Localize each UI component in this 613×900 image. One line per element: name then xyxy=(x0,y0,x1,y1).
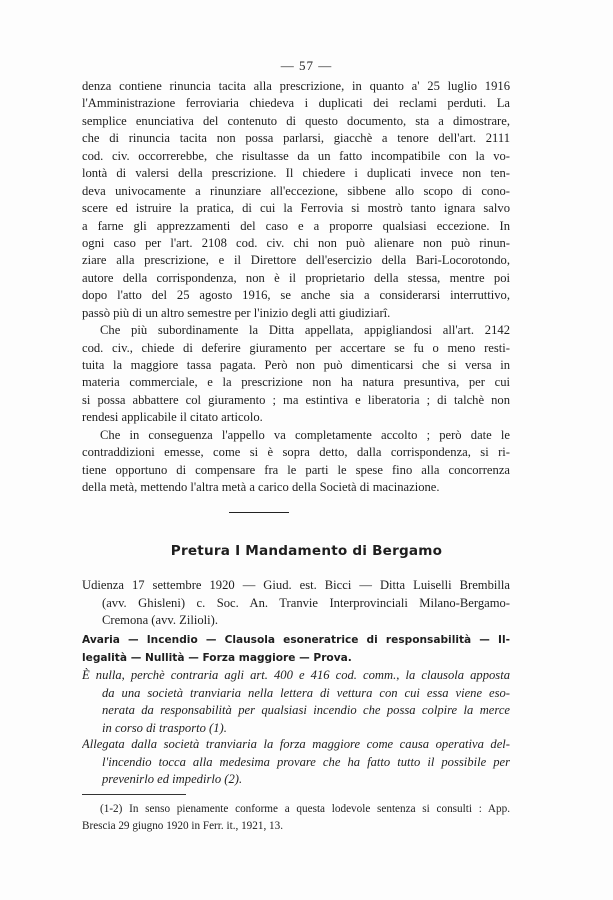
text-line: che di rinuncia tacita non possa parlarsi, giacchè a tenore dell'art. 2111 xyxy=(82,131,510,146)
principle-line: l'incendio tocca alla medesima provare che ha fatto tutto il possibile per xyxy=(102,754,510,769)
principle-line: prevenirlo ed impedirlo (2). xyxy=(102,772,243,787)
caption-line: Cremona (avv. Zilioli). xyxy=(102,613,218,628)
principle-line: nerata da responsabilità per qualsiasi incendio che possa colpire la merce xyxy=(102,703,510,718)
text-line: materia commerciale, e la prescrizione non ha natura presuntiva, per cui xyxy=(82,375,510,390)
text-line: si possa abbattere col giuramento ; ma estintiva e liberatoria ; di talchè non xyxy=(82,392,510,407)
principle-line: È nulla, perchè contraria agli art. 400 e 416 cod. comm., la clausola apposta xyxy=(82,668,510,682)
text-line: lontà di valersi della prescrizione. Il chiedere i duplicati invece non ten- xyxy=(82,166,510,181)
text-line: cod. civ. occorrerebbe, che risultasse da un fatto incompatibile con la vo- xyxy=(82,148,510,163)
principle-line: da una società tranviaria nella lettera di vettura con cui essa viene eso- xyxy=(102,685,510,700)
footnote xyxy=(82,801,510,835)
text-line: semplice enunciativa del contenuto di questo documento, sta a dimostrare, xyxy=(82,113,510,128)
text-line: della metà, mettendo l'altra metà a carico della Società di macinazione. xyxy=(82,480,440,495)
text-line: tuita la maggiore tassa pagata. Però non può dimenticarsi che si versa in xyxy=(82,358,510,372)
caption-line: Udienza 17 settembre 1920 — Giud. est. Bicci — Ditta Luiselli Brembilla xyxy=(82,578,510,592)
page-number: — 57 — xyxy=(280,58,333,73)
text-line: ogni caso per l'art. 2108 cod. civ. chi non può alienare non può rinun- xyxy=(82,235,510,250)
section-heading: Pretura I Mandamento di Bergamo xyxy=(170,543,443,559)
text-line: denza contiene rinuncia tacita alla prescrizione, in quanto a' 25 luglio 1916 xyxy=(82,79,510,93)
text-line: tiene opportuno di compensare fra le parti le spese fino alla concorrenza xyxy=(82,462,510,477)
text-line: ziare alla prescrizione, e il Direttore dell'esercizio della Bari-Locorotondo, xyxy=(82,253,510,268)
principle-first xyxy=(82,667,510,738)
caption-line: (avv. Ghisleni) c. Soc. An. Tranvie Interprovinciali Milano-Bergamo- xyxy=(102,595,510,610)
keyword-line: Avaria — Incendio — Clausola esoneratrice di responsabilità — Il- xyxy=(82,634,510,646)
text-line: autore della corrispondenza, non è il proprietario della stessa, mentre poi xyxy=(82,270,510,285)
text-line: rendesi applicabile il citato articolo. xyxy=(82,410,263,425)
text-line: cod. civ., chiede di deferire giuramento per accertare se fu o meno resti- xyxy=(82,340,510,355)
keyword-line: legalità — Nullità — Forza maggiore — Prova. xyxy=(82,651,352,664)
principle-line: in corso di trasporto (1). xyxy=(102,721,227,736)
text-line: l'Amministrazione ferroviaria chiedeva i duplicati dei reclami perduti. La xyxy=(82,96,510,111)
section-divider xyxy=(229,512,289,513)
principle-line: Allegata dalla società tranviaria la forza maggiore come causa operativa del- xyxy=(82,737,510,751)
footnote-rule xyxy=(82,794,186,795)
footnote-line: Brescia 29 giugno 1920 in Ferr. it., 1921, 13. xyxy=(82,820,284,832)
text-line: Che più subordinamente la Ditta appellata, appigliandosi all'art. 2142 xyxy=(100,323,510,338)
text-line: deva univocamente a rinunziare all'eccezione, sibbene allo scopo di cono- xyxy=(82,183,510,198)
footnote-line: (1-2) In senso pienamente conforme a questa lodevole sentenza si consulti : App. xyxy=(100,803,510,815)
text-line: scere ed istruire la pratica, di cui la Ferrovia si mostrò tanto ignara salvo xyxy=(82,201,510,216)
text-line: contraddizioni emesse, come si è sopra detto, dalla corrispondenza, si ri- xyxy=(82,445,510,460)
text-line: passò più di un altro semestre per l'inizio degli atti giudiziarî. xyxy=(82,305,391,320)
massima-keywords xyxy=(82,632,510,667)
body-text xyxy=(82,78,510,497)
case-caption xyxy=(82,577,510,630)
principle-second xyxy=(82,736,510,789)
text-line: dopo l'atto del 25 agosto 1916, se anche sia a considerarsi interruttivo, xyxy=(82,288,510,303)
text-line: Che in conseguenza l'appello va completamente accolto ; però date le xyxy=(100,427,510,442)
text-line: a farne gli apprezzamenti del caso e a proporre qualsiasi eccezione. In xyxy=(82,218,510,233)
